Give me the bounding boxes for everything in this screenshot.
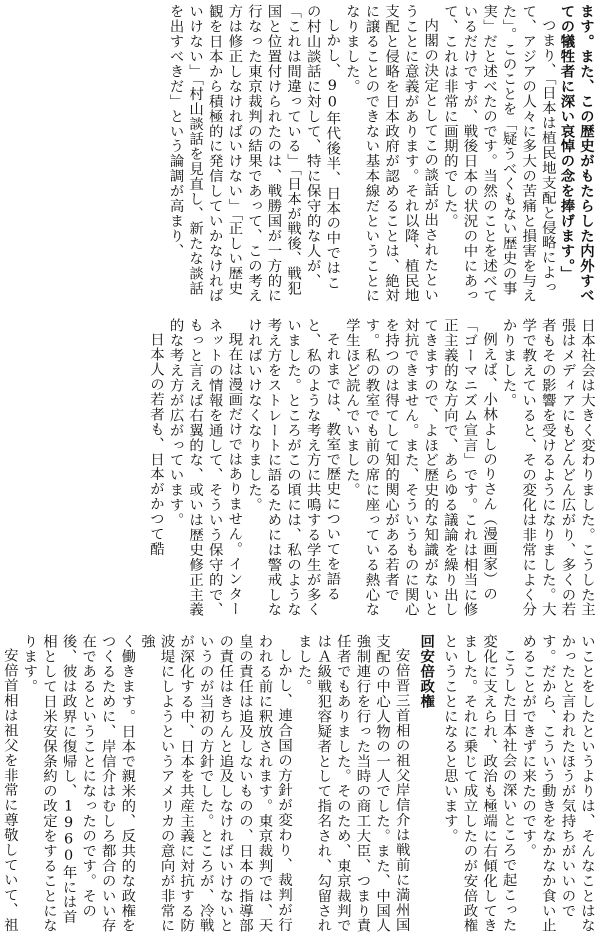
vertical-text-column (1, 634, 596, 936)
paragraph: それまでは、教室で歴史についてを語ると、私のような考え方に共鳴する学生が多くいました。ところがこの頃には、私のような考え方をストレートに語るためには警戒しなければいけなくなりました。 (245, 318, 341, 617)
text-tier-middle (4, 318, 596, 620)
text-tier-bottom (1, 634, 596, 936)
paragraph: 安倍首相は祖父を非常に尊敬していて、祖 (1, 648, 18, 933)
paragraph: 安倍晋三首相の祖父岸信介は戦前に満州国支配の中心人物の一人でした。また、中国人強制連行を行った当時の商工大臣、つまり責任者でもありました。そのため、東京裁判ではＡ級戦犯容疑者として指名され、勾留されました。 (295, 634, 410, 933)
paragraph: いことをしたというよりは、そんなことはなかったと言われたほうが気持ちがいいのです。だから、こういう動きをなかなか食い止めることができずに来たのです。 (520, 634, 595, 933)
paragraph: く働きます。日本で親米的、反共的な政権をつくるために、岸信介はむしろ都合のいい存在であるということになったのです。その後、彼は政界に復帰し、1960年には首相として日米安保条約の改定をすることになります。 (21, 634, 136, 933)
paragraph: 日本社会は大きく変わりました。こうした主張はメディアにもどんどん広がり、多くの若者もその影響を受けるようになりました。大学で教えていると、その変化は非常によく分かりました。 (500, 318, 595, 617)
paragraph: こうした日本社会の深いところで起こった変化に支えられ、政治も極端に右傾化してきました。それに乗じて成立したのが安倍政権ということになると思います。 (441, 634, 517, 933)
section-heading (417, 634, 437, 936)
paragraph: しかし、連合国の方針が変わり、裁判が行われる前に釈放されます。東京裁判では、天皇の責任は追及しないものの、日本の指導部の責任はきちんと追及しなければいけないというのが当初の方針でした。ところが、冷戦が深化する中、日本を共産主義に対抗する防波堤にしようというアメリカの意向が非常に強 (138, 634, 293, 933)
vertical-text-column (4, 4, 596, 304)
paragraph: つまり、「日本は植民地支配と侵略によって、アジアの人々に多大の苦痛と損害を与えた」。このことを「疑うべくもない歴史の事実」だと述べたのです。当然のことを述べているだけですが、戦後日本の状況の中にあって、これは非常に画期的でした。 (441, 4, 556, 303)
paragraph: 日本人の若者も、日本がかつて酷 (147, 332, 164, 557)
paragraph: 内閣の決定としてこの談話が出されたということに意義があります。それ以降、植民地支配と侵略を日本政府が認めることは、絶対に譲ることのできない基本線だということになりました。 (343, 4, 439, 303)
text-tier-top (4, 4, 596, 304)
paragraph: 現在は漫画だけではありません。インターネットの情報を通して、そういう保守的で、もっと言えば右翼的な、或いは歴史修正主義的な考え方が広がっています。 (167, 318, 243, 617)
vertical-text-column (4, 318, 596, 620)
paragraph: 例えば、小林よしのりさん（漫画家）の「ゴーマニズム宣言」です。これは相当に修正主義的な方向で、あらゆる議論を繰り出してきますので、よほど歴史的な知識がないと対抗できません。また、そういうものに関心を持つのは得てして知的関心がある若者です。私の教室でも前の席に座っている熱心な学生ほど読んでいました。 (343, 318, 498, 617)
section-mark-icon: 回 (418, 634, 436, 649)
article-page (1, 0, 596, 940)
paragraph: しかし、90年代後半、日本の中ではこの村山談話に対して、特に保守的な人が、「これは間違っている」「日本が戦後、戦犯国と位置付けられたのは、戦勝国が一方的に行なった東京裁判の結果であって、この考え方は修正しなければいけない」「正しい歴史観を日本から積極的に発信していかなければいけない」「村山談話を見直し、新たな談話を出すべきだ」という論調が高まり、 (167, 4, 341, 303)
quote-ending: ます。また、この歴史がもたらした内外すべての犠牲者に深い哀悼の念を捧げます。」 (558, 4, 595, 303)
section-title: 安倍政権 (418, 648, 436, 709)
